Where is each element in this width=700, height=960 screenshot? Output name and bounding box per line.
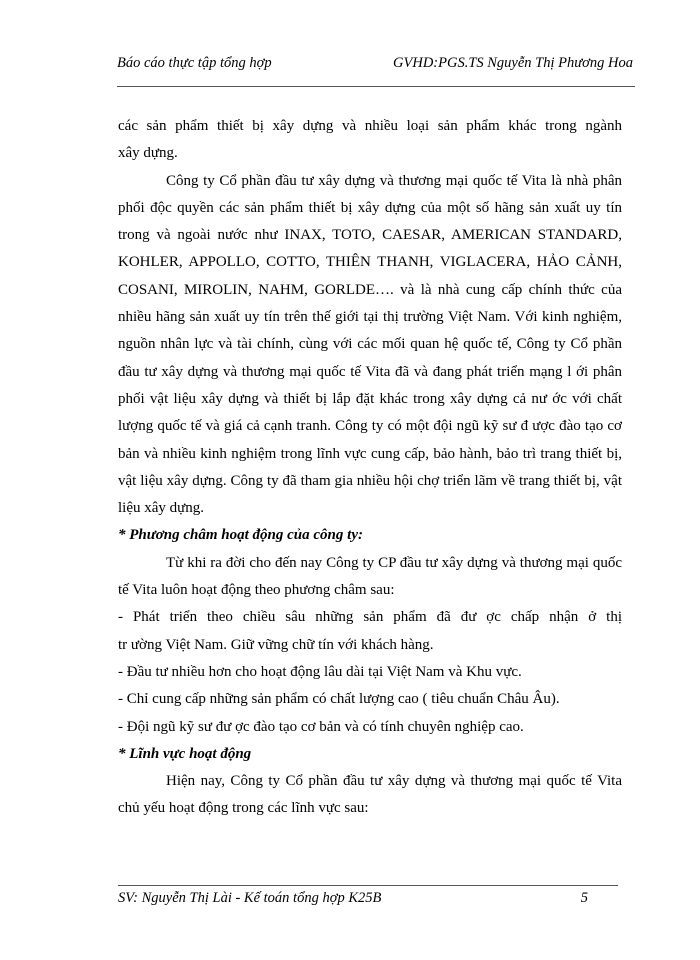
- paragraph-company: Công ty Cổ phần đầu tư xây dựng và thương mại quốc tế Vita là nhà phân phối độc quyền các sản phẩm thiết bị xây dựng của một số hãng sản xuất uy tín trong và ngoài nước như INAX, TOTO, CAESAR, AMERICAN STANDARD, KOHLER, APPOLLO, COTTO, THIÊN THANH, VIGLACERA, HẢO CẢNH, COSANI, MIROLIN, NAHM, GORLDE…. và là nhà cung cấp chính thức của nhiều hãng sản xuất uy tín trên thế giới tại thị trường Việt Nam. Với kinh nghiệm, nguồn nhân lực và tài chính, cùng với các mối quan hệ quốc tế, Công ty Cổ phần đầu tư xây dựng và thương mại quốc tế Vita đã và đang phát triển mạng l ới phân phối vật liệu xây dựng và thiết bị lắp đặt khác trong xây dựng cả nư ớc với chất lượng quốc tế và giá cả cạnh tranh. Công ty có một đội ngũ kỹ sư đ ược đào tạo cơ bản và nhiều kinh nghiệm trong lĩnh vực cung cấp, bảo hành, bảo trì trang thiết bị, vật liệu xây dựng. Công ty đã tham gia nhiều hội chợ triển lãm về trang thiết bị, vật liệu xây dựng.: [118, 172, 622, 517]
- paragraph-motto-intro: Từ khi ra đời cho đến nay Công ty CP đầu tư xây dựng và thương mại quốc tế Vita luôn hoạt động theo phương châm sau:: [118, 554, 622, 599]
- footer-student-info: SV: Nguyễn Thị Lài - Kế toán tổng hợp K25B: [118, 890, 382, 906]
- bullet-item-3: - Chỉ cung cấp những sản phẩm có chất lượng cao ( tiêu chuẩn Châu Âu).: [118, 691, 560, 708]
- bullet-item-1-line1: - Phát triển theo chiều sâu những sản phẩm đã đư ợc chấp nhận ở thị: [118, 609, 622, 626]
- page-number: 5: [580, 890, 588, 906]
- header-divider: [117, 86, 635, 87]
- document-body: [118, 113, 622, 823]
- page-footer: [118, 889, 588, 907]
- header-supervisor: GVHD:PGS.TS Nguyễn Thị Phương Hoa: [393, 55, 633, 71]
- footer-divider: [118, 885, 618, 886]
- bullet-item-1-line2: tr ường Việt Nam. Giữ vững chữ tín với khách hàng.: [118, 636, 434, 653]
- bullet-item-4: - Đội ngũ kỹ sư đư ợc đào tạo cơ bản và có tính chuyên nghiệp cao.: [118, 718, 524, 735]
- heading-business-fields: * Lĩnh vực hoạt động: [118, 745, 252, 762]
- paragraph-intro-line1: các sản phẩm thiết bị xây dựng và nhiều loại sản phẩm khác trong ngành: [118, 118, 622, 134]
- heading-operating-motto: * Phương châm hoạt động của công ty:: [118, 527, 363, 544]
- paragraph-business-fields: Hiện nay, Công ty Cổ phần đầu tư xây dựng và thương mại quốc tế Vita chủ yếu hoạt động trong các lĩnh vực sau:: [118, 773, 622, 817]
- bullet-item-2: - Đầu tư nhiều hơn cho hoạt động lâu dài tại Việt Nam và Khu vực.: [118, 663, 522, 680]
- paragraph-intro-line2: xây dựng.: [118, 145, 178, 162]
- header-report-title: Báo cáo thực tập tổng hợp: [117, 55, 272, 71]
